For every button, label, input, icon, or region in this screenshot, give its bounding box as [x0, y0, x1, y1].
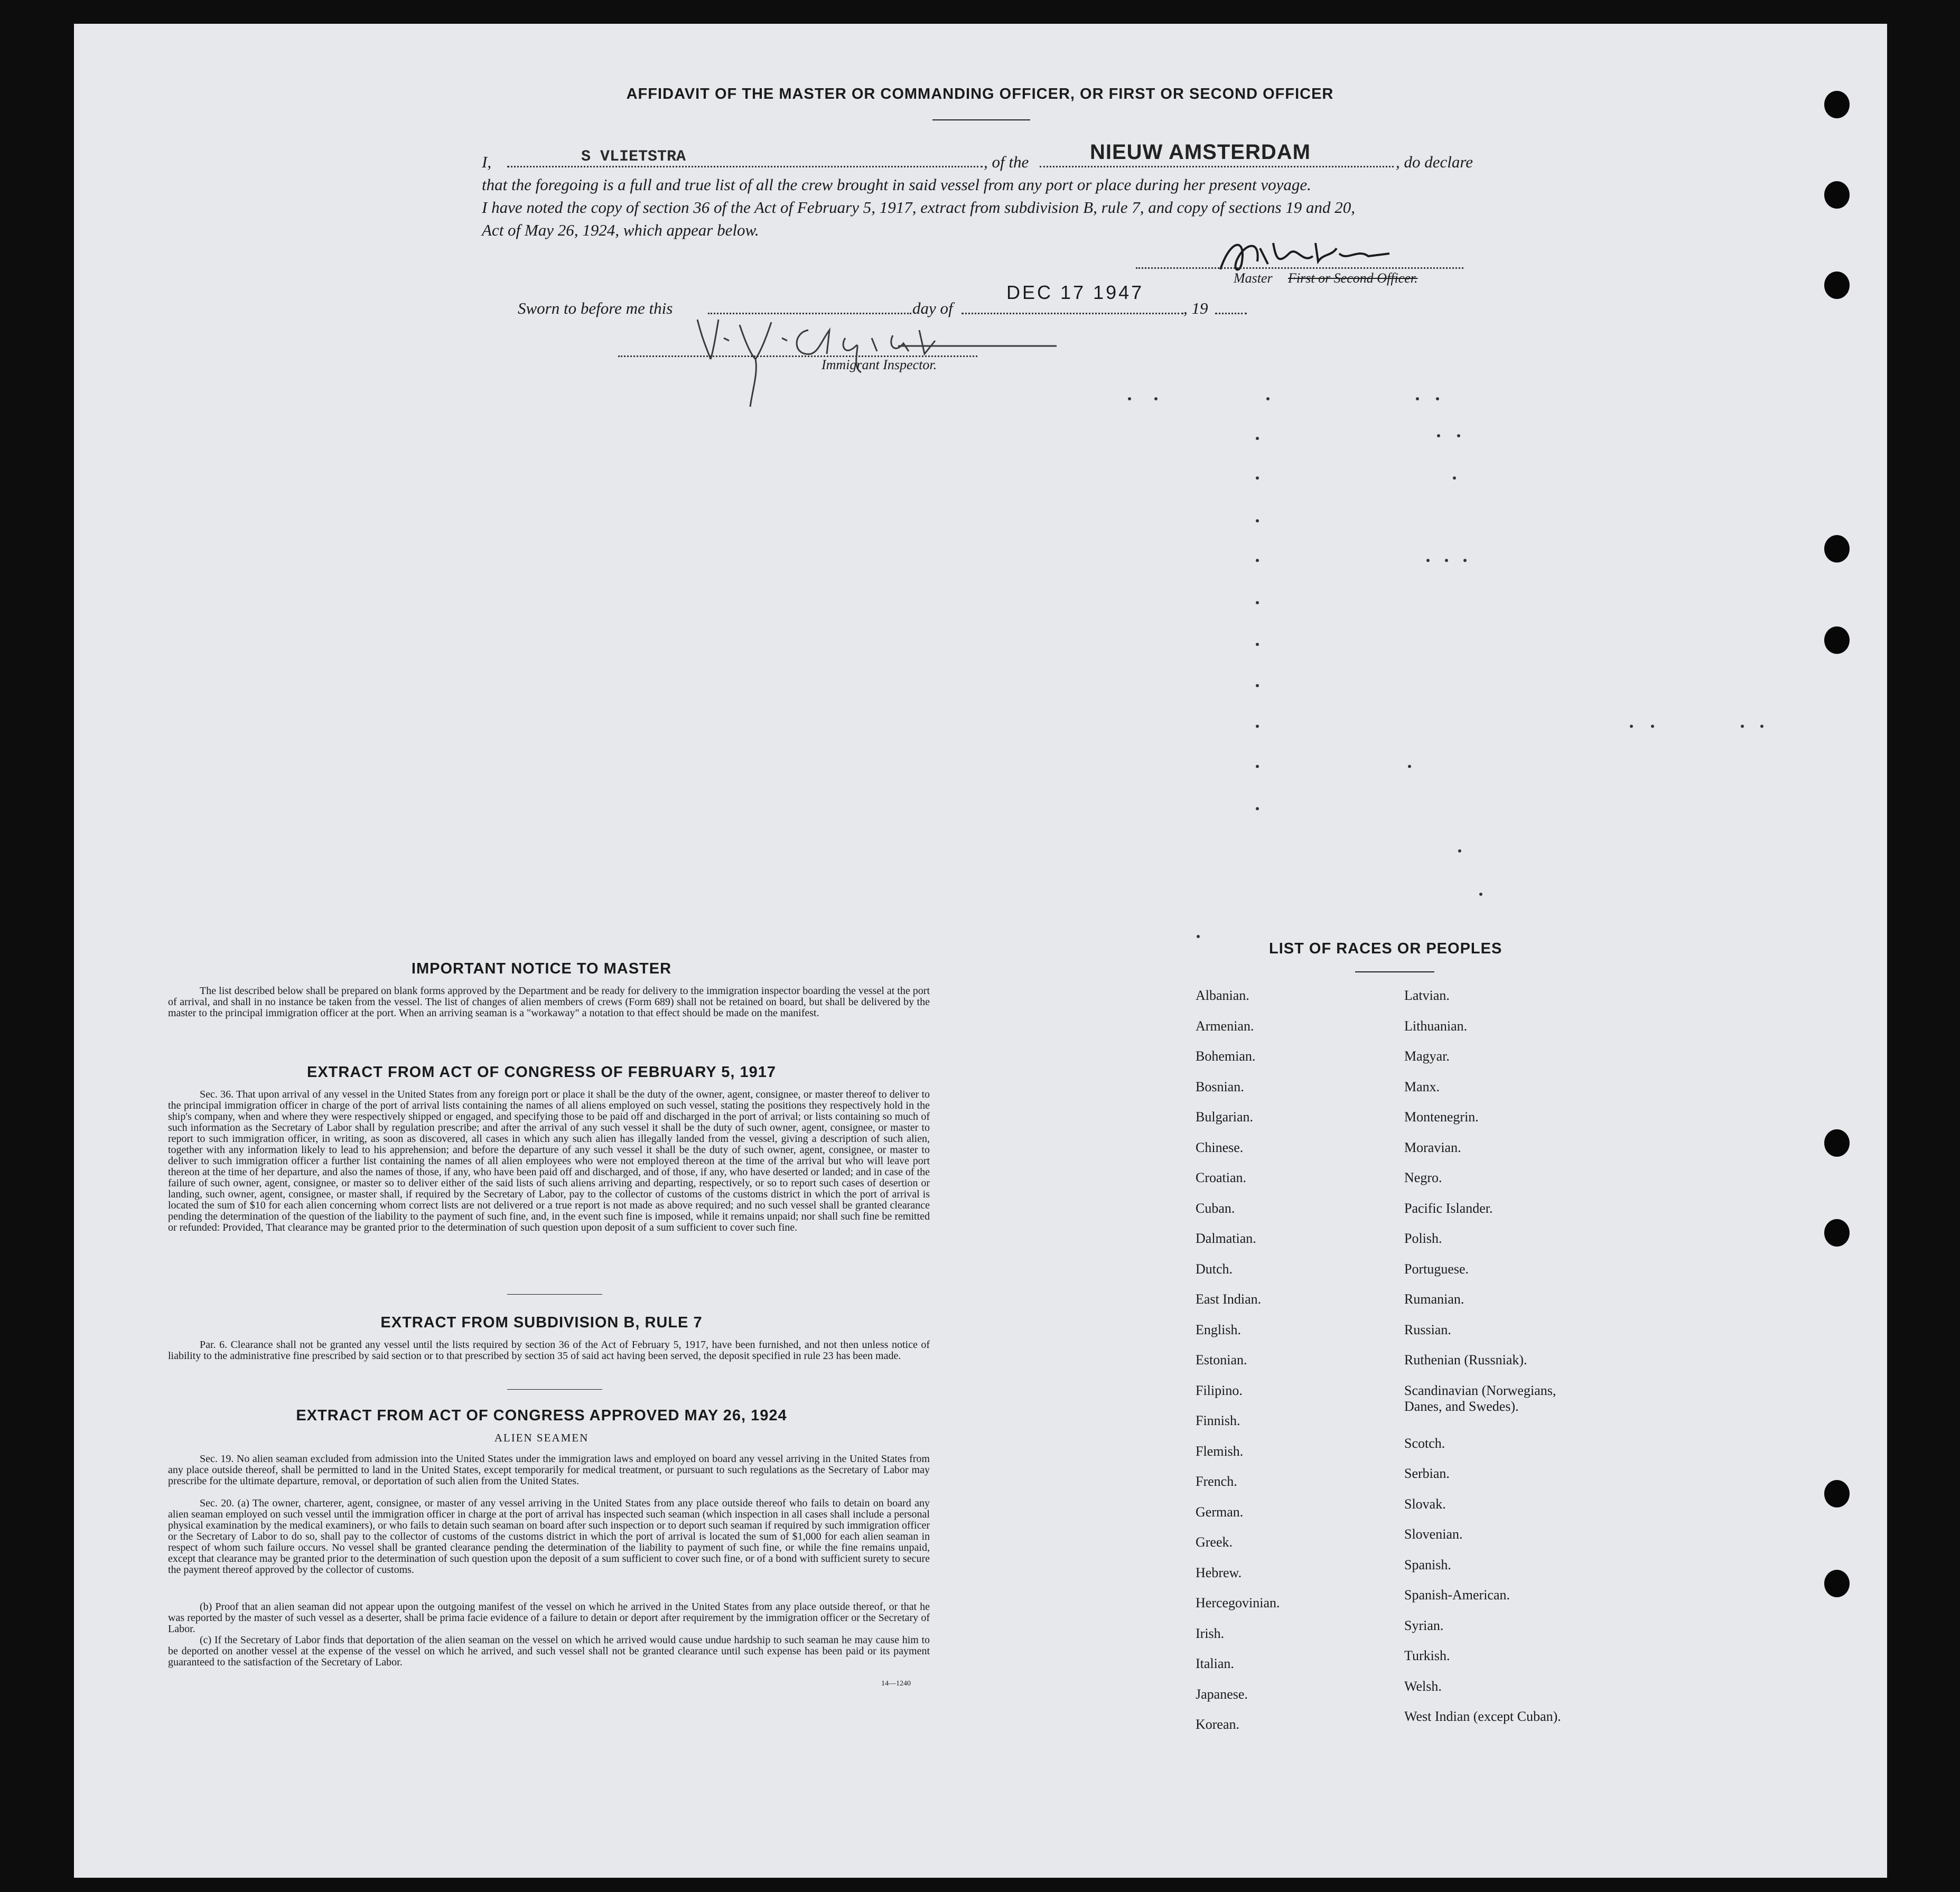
show-through-dot — [1479, 893, 1482, 896]
race-item: Dutch. — [1196, 1261, 1233, 1277]
race-item: East Indian. — [1196, 1291, 1262, 1307]
race-item: Irish. — [1196, 1625, 1225, 1641]
show-through-dot — [1256, 684, 1259, 687]
show-through-dot — [1256, 807, 1259, 810]
show-through-dot — [1256, 725, 1259, 728]
show-through-dot — [1437, 434, 1440, 437]
show-through-dot — [1266, 397, 1270, 400]
show-through-dot — [1416, 397, 1419, 400]
show-through-dot — [1426, 559, 1430, 562]
race-item: Croatian. — [1196, 1170, 1247, 1185]
affidavit-i: I, — [482, 153, 492, 171]
show-through-dot — [1256, 601, 1259, 604]
vessel-name-line — [1040, 166, 1394, 167]
show-through-dot — [1256, 643, 1259, 646]
race-item: Pacific Islander. — [1404, 1200, 1493, 1216]
race-item: Japanese. — [1196, 1686, 1248, 1702]
show-through-dot — [1256, 476, 1259, 480]
document-page — [74, 24, 1887, 1878]
affidavit-line-3: I have noted the copy of section 36 of the Act of February 5, 1917, extract from subdivision B, rule 7, and copy of sections 19 and 20, — [482, 198, 1356, 217]
heading-divider — [932, 119, 1030, 120]
race-item: Latvian. — [1404, 988, 1450, 1003]
show-through-dot — [1436, 397, 1439, 400]
show-through-dot — [1256, 559, 1259, 562]
race-item: Polish. — [1404, 1231, 1442, 1246]
extract-1917-heading: EXTRACT FROM ACT OF CONGRESS OF FEBRUARY 5, 1917 — [306, 1064, 777, 1081]
race-item: Estonian. — [1196, 1352, 1247, 1368]
race-item: Dalmatian. — [1196, 1231, 1256, 1246]
race-item: Armenian. — [1196, 1018, 1254, 1034]
master-name-line — [507, 166, 983, 167]
race-item: Serbian. — [1404, 1466, 1450, 1481]
extract-1924-sec20c: (c) If the Secretary of Labor finds that deportation of the alien seaman on the vessel on which he arrived would cause undue hardship to such seaman he may cause him to be deported on another vessel at the expense of the vessel on which he arrived, and such vessel shall not be granted clearance until such expense has been paid or its payment guaranteed to the satisfaction of the Secretary of Labor. — [168, 1634, 930, 1668]
day-of-text: day of — [912, 299, 953, 317]
race-item: Scandinavian (Norwegians, Danes, and Swedes). — [1404, 1382, 1556, 1414]
section-divider — [507, 1294, 602, 1295]
affidavit-line-2: that the foregoing is a full and true list of all the crew brought in said vessel from any port or place during her present voyage. — [482, 175, 1311, 194]
rule7-text: Par. 6. Clearance shall not be granted any vessel until the lists required by section 36 of the Act of February 5, 1917, have been furnished, and not then unless notice of liability to the administrative fine prescribed by said section or to that prescribed by section 35 of said act having been served, the deposit specified in rule 23 has been made. — [168, 1339, 930, 1362]
race-item: Manx. — [1404, 1079, 1440, 1094]
race-item: Slovak. — [1404, 1496, 1446, 1512]
show-through-dot — [1154, 397, 1158, 400]
sworn-text: Sworn to before me this — [518, 299, 673, 317]
show-through-dot — [1256, 519, 1259, 522]
show-through-dot — [1445, 559, 1448, 562]
punch-hole — [1824, 91, 1850, 118]
race-item: Negro. — [1404, 1170, 1442, 1185]
notice-text: The list described below shall be prepared on blank forms approved by the Department and be ready for delivery to the immigration inspector boarding the vessel at the port of arrival, and shall in no instance be taken from the vessel. The list of changes of alien members of crews (Form 689) shall not be retained on board, but shall be delivered by the master to the principal immigration officer at the port. When an arriving seaman is a "workaway" a notation to that effect should be made on the manifest. — [168, 985, 930, 1019]
race-item: Italian. — [1196, 1656, 1234, 1671]
punch-hole — [1824, 1129, 1850, 1157]
race-item: Chinese. — [1196, 1139, 1244, 1155]
notice-heading: IMPORTANT NOTICE TO MASTER — [411, 960, 672, 977]
show-through-dot — [1256, 437, 1259, 440]
master-signature-line — [1136, 267, 1463, 269]
extract-1924-sec19: Sec. 19. No alien seaman excluded from admission into the United States under the immigration laws and employed on board any vessel arriving in the United States from any place outside thereof, shall be permitted to land in the United States, except temporarily for medical treatment, or pursuant to such regulations as the Secretary of Labor may prescribe for the ultimate departure, removal, or deportation of such alien from the United States. — [168, 1453, 930, 1487]
show-through-dot — [1630, 725, 1633, 728]
race-item: Moravian. — [1404, 1139, 1461, 1155]
races-divider — [1355, 971, 1434, 972]
of-the-text: , of the — [984, 153, 1029, 171]
race-item: Ruthenian (Russniak). — [1404, 1352, 1527, 1368]
race-item: Russian. — [1404, 1322, 1451, 1337]
race-item: Rumanian. — [1404, 1291, 1464, 1307]
show-through-dot — [1463, 559, 1467, 562]
race-item: Finnish. — [1196, 1413, 1240, 1428]
inspector-label: Immigrant Inspector. — [822, 357, 937, 372]
show-through-dot — [1458, 849, 1461, 853]
race-item: Scotch. — [1404, 1435, 1445, 1451]
extract-1917-text: Sec. 36. That upon arrival of any vessel in the United States from any foreign port or place it shall be the duty of the owner, agent, consignee, or master thereof to deliver to the principal immigration officer in charge of the port of arrival lists containing the names of all aliens employed on such vessel, stating the positions they respectively hold in the ship's company, when and where they were respectively shipped or engaged, and specifying those to be paid off and discharged in the port of arrival; or lists containing so much of such information as the Secretary of Labor shall by regulation prescribe; and after the arrival of any such vessel it shall be the duty of such owner, agent, consignee, or master to report to such immigration officer, in writing, as soon as discovered, all cases in which any such alien has illegally landed from the vessel, giving a description of such alien, together with any information likely to lead to his apprehension; and before the departure of any such vessel it shall be the duty of such owner, agent, consignee, or master to deliver to such immigration officer a further list containing the names of all alien employees who were not employed thereon at the time of the arrival but who will leave port thereon at the time of her departure, and also the names of those, if any, who have been paid off and discharged, and of those, if any, who have deserted or landed; and in case of the failure of such owner, agent, consignee, or master so to deliver either of the said lists of such aliens arriving and departing, respectively, or so to report such cases of desertion or landing, such owner, agent, consignee, or master shall, if required by the Secretary of Labor, pay to the collector of customs of the customs district in which the port of arrival is located the sum of $10 for each alien concerning whom correct lists are not delivered or a true report is not made as above required; and no such vessel shall be granted clearance pending the determination of the question of the liability to the payment of such fine, and, in the event such fine is imposed, while it remains unpaid; nor shall such fine be remitted or refunded: Provided, That clearance may be granted prior to the determination of such question upon deposit of a sum sufficient to cover such fine. — [168, 1089, 930, 1233]
race-item: Turkish. — [1404, 1648, 1450, 1663]
vessel-name-typed: NIEUW AMSTERDAM — [1090, 141, 1311, 164]
race-item: English. — [1196, 1322, 1241, 1337]
race-item: Hercegovinian. — [1196, 1595, 1280, 1610]
race-item: Bosnian. — [1196, 1079, 1244, 1094]
punch-hole — [1824, 626, 1850, 654]
officer-struck: First or Second Officer. — [1288, 270, 1418, 286]
master-name-typed: S VLIETSTRA — [581, 148, 686, 166]
show-through-dot — [1128, 397, 1131, 400]
race-item: Hebrew. — [1196, 1565, 1242, 1580]
show-through-dot — [1457, 434, 1460, 437]
race-item: Syrian. — [1404, 1617, 1444, 1633]
race-item: West Indian (except Cuban). — [1404, 1709, 1561, 1724]
race-item: French. — [1196, 1474, 1237, 1489]
race-item: Cuban. — [1196, 1200, 1235, 1216]
punch-hole — [1824, 1480, 1850, 1507]
race-item: Filipino. — [1196, 1382, 1243, 1398]
show-through-dot — [1760, 725, 1763, 728]
race-item: Flemish. — [1196, 1443, 1244, 1459]
punch-hole — [1824, 271, 1850, 299]
do-declare-text: , do declare — [1396, 153, 1473, 171]
show-through-dot — [1408, 765, 1411, 768]
race-item: Bulgarian. — [1196, 1109, 1254, 1125]
race-item: Spanish-American. — [1404, 1587, 1510, 1603]
race-item: Greek. — [1196, 1534, 1233, 1550]
alien-seamen-subheading: ALIEN SEAMEN — [494, 1431, 589, 1444]
show-through-dot — [1651, 725, 1654, 728]
race-item: Welsh. — [1404, 1678, 1442, 1694]
show-through-dot — [1256, 765, 1259, 768]
race-item: Portuguese. — [1404, 1261, 1469, 1277]
race-item: Spanish. — [1404, 1557, 1451, 1572]
section-divider — [507, 1389, 602, 1390]
punch-hole — [1824, 1570, 1850, 1597]
race-item: Bohemian. — [1196, 1048, 1256, 1064]
affidavit-heading: AFFIDAVIT OF THE MASTER OR COMMANDING OFFICER, OR FIRST OR SECOND OFFICER — [626, 86, 1334, 102]
race-item: Lithuanian. — [1404, 1018, 1468, 1034]
race-item: Montenegrin. — [1404, 1109, 1479, 1125]
rule7-heading: EXTRACT FROM SUBDIVISION B, RULE 7 — [380, 1314, 703, 1331]
race-item: Slovenian. — [1404, 1526, 1463, 1542]
affidavit-line-4: Act of May 26, 1924, which appear below. — [482, 221, 759, 239]
extract-1924-heading: EXTRACT FROM ACT OF CONGRESS APPROVED MAY 26, 1924 — [296, 1407, 787, 1424]
races-heading: LIST OF RACES OR PEOPLES — [1269, 940, 1502, 957]
race-item: German. — [1196, 1504, 1244, 1520]
year-prefix: , 19 — [1183, 299, 1208, 317]
show-through-dot — [1453, 476, 1456, 480]
punch-hole — [1824, 535, 1850, 563]
master-label: Master — [1234, 270, 1273, 286]
extract-1924-sec20b: (b) Proof that an alien seaman did not appear upon the outgoing manifest of the vessel on which he arrived in the United States from any place outside thereof, or that he was reported by the master of such vessel as a deserter, shall be prima facie evidence of a failure to detain or deport after requirement by the immigration officer or the Secretary of Labor. — [168, 1601, 930, 1635]
race-item: Albanian. — [1196, 988, 1249, 1003]
extract-1924-sec20a: Sec. 20. (a) The owner, charterer, agent, consignee, or master of any vessel arriving in the United States from any place outside thereof who fails to detain on board any alien seaman employed on such vessel until the immigration officer in charge at the port of arrival has inspected such seaman (which inspection in all cases shall include a personal physical examination by the medical examiners), or who fails to detain such seaman on board after such inspection or to deport such seaman if required by such immigration officer or the Secretary of Labor to do so, shall pay to the collector of customs of the customs district in which the port of arrival is located the sum of $1,000 for each alien seaman in respect of whom such failure occurs. No vessel shall be granted clearance pending the determination of the liability to payment of such fine, or while the fine remains unpaid, except that clearance may be granted prior to the determination of such question upon the deposit of a sum sufficient to cover such fine, or of a bond with sufficient surety to secure the payment thereof approved by the collector of customs. — [168, 1497, 930, 1576]
race-item: Korean. — [1196, 1717, 1240, 1732]
show-through-dot — [1197, 935, 1200, 938]
punch-hole — [1824, 181, 1850, 209]
form-number: 14—1240 — [881, 1680, 911, 1688]
year-line — [1215, 313, 1247, 314]
punch-hole — [1824, 1219, 1850, 1247]
race-item: Magyar. — [1404, 1048, 1450, 1064]
show-through-dot — [1741, 725, 1744, 728]
date-stamp: DEC 17 1947 — [1006, 282, 1144, 303]
